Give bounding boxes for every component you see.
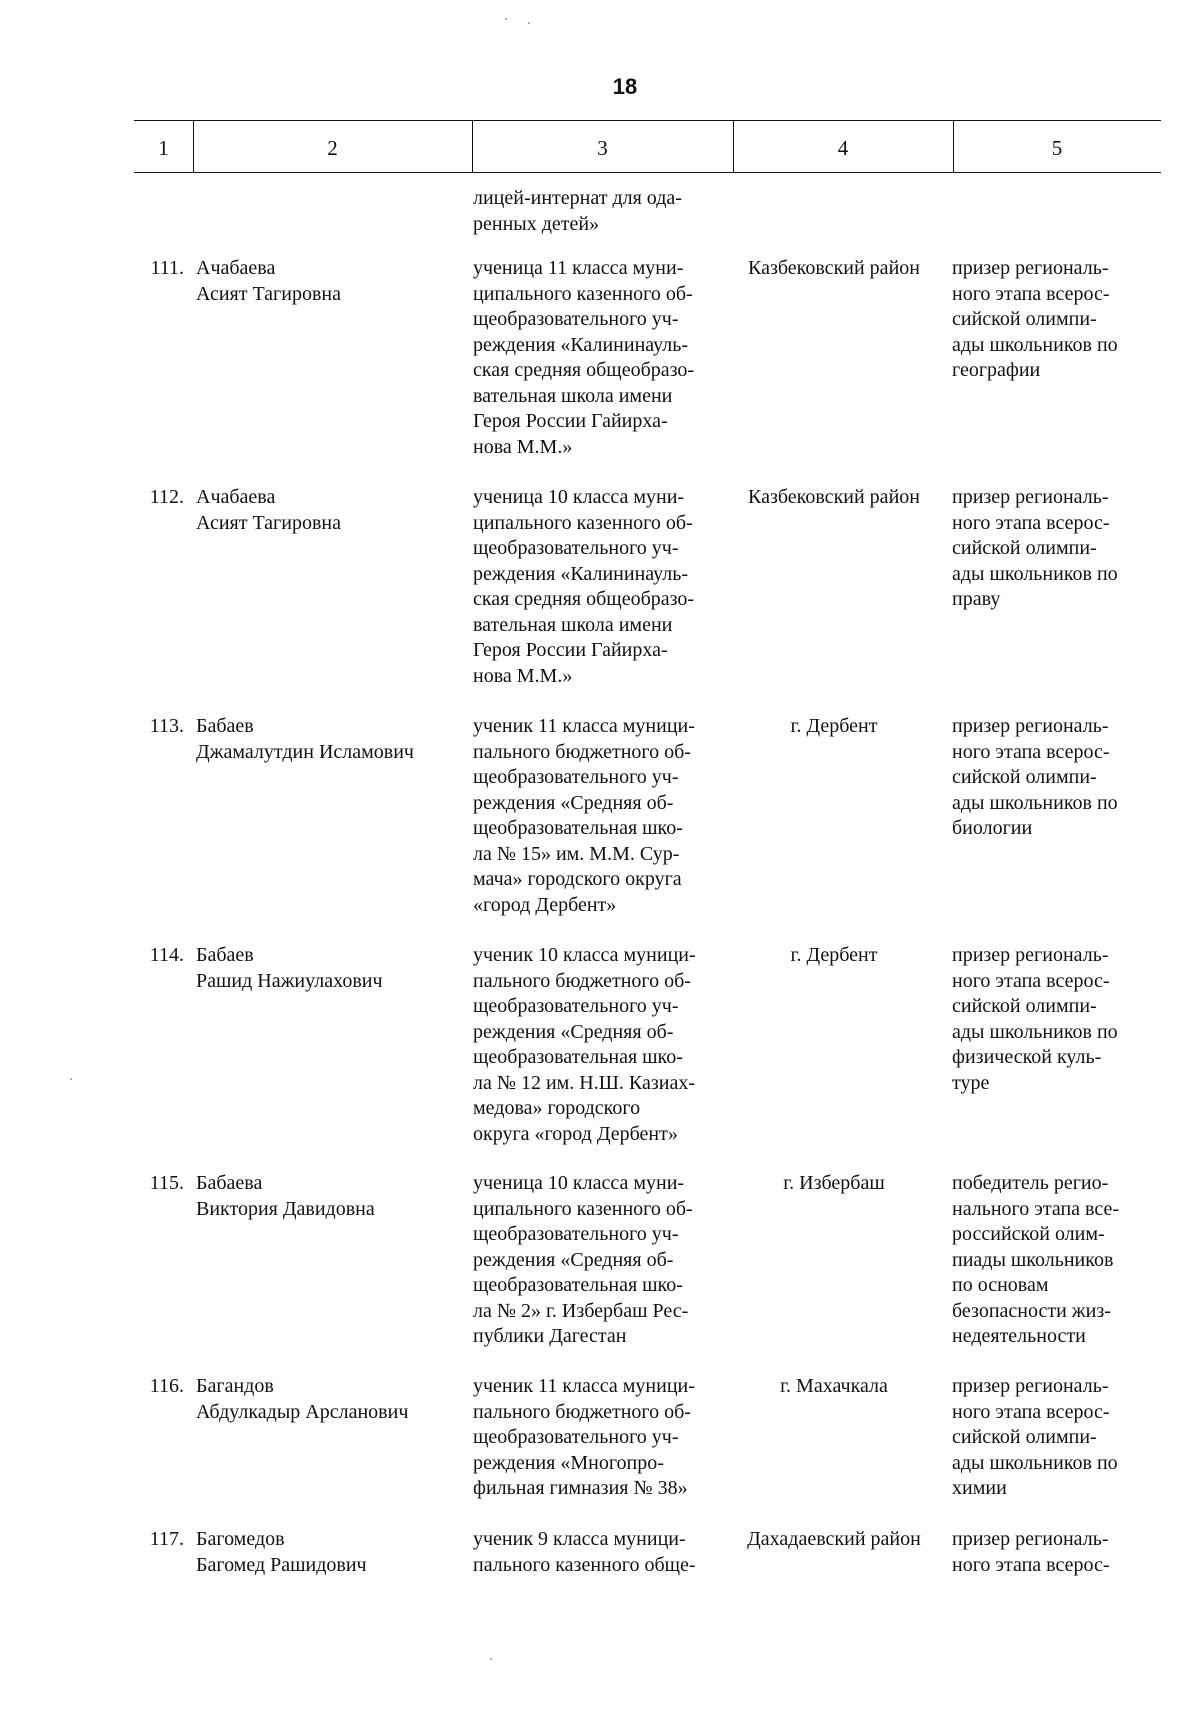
person-name xyxy=(196,1171,456,1222)
locality: г. Махачкала xyxy=(780,1375,888,1397)
continuation-institution: лицей-интернат для ода- ренных детей» xyxy=(473,187,682,235)
scan-speck xyxy=(70,1078,72,1080)
header-col-5: 5 xyxy=(1051,136,1063,160)
person-name xyxy=(196,1527,456,1578)
given-names: Асият Тагировна xyxy=(196,282,341,305)
given-names: Рашид Нажиулахович xyxy=(196,969,383,992)
scan-speck xyxy=(528,22,530,24)
award-status: призер региональ- ного этапа всерос- xyxy=(952,1528,1110,1576)
row-number: 115. xyxy=(149,1172,184,1194)
row-number: 111. xyxy=(150,257,184,279)
institution: ученица 10 класса муни- ципального казенного об- щеобразовательного уч- реждения «Средняя об- щеобразовательная шко- ла № 2» г. Избербаш Рес- публики Дагестан xyxy=(473,1172,693,1347)
given-names: Виктория Давидовна xyxy=(196,1197,375,1220)
institution: ученица 11 класса муни- ципального казенного об- щеобразовательного уч- реждения «Калининауль- ская средняя общеобразо- вательная школа имени Героя России Гайирха- нова М.М.» xyxy=(473,257,695,458)
given-names: Джамалутдин Исламович xyxy=(196,740,414,763)
header-col-4: 4 xyxy=(837,136,849,160)
header-col-1: 1 xyxy=(158,136,169,160)
scan-speck xyxy=(505,18,507,20)
institution: ученик 11 класса муници- пального бюджетного об- щеобразовательного уч- реждения «Многопро- фильная гимназия № 38» xyxy=(473,1375,695,1499)
surname: Бабаев xyxy=(196,944,254,966)
award-status: призер региональ- ного этапа всерос- сийской олимпи- ады школьников по биологии xyxy=(952,715,1118,839)
header-col-3: 3 xyxy=(597,136,608,160)
locality: Казбековский район xyxy=(748,486,920,508)
header-bottom-rule xyxy=(134,172,1161,173)
award-status: призер региональ- ного этапа всерос- сийской олимпи- ады школьников по химии xyxy=(952,1375,1118,1499)
surname: Багомедов xyxy=(196,1528,285,1550)
locality: Казбековский район xyxy=(748,257,920,279)
locality: г. Дербент xyxy=(790,944,878,966)
row-number: 116. xyxy=(149,1375,184,1397)
person-name xyxy=(196,256,456,307)
award-status: призер региональ- ного этапа всерос- сийской олимпи- ады школьников по географии xyxy=(952,257,1118,381)
given-names: Асият Тагировна xyxy=(196,511,341,534)
scan-speck xyxy=(490,1658,492,1660)
locality: г. Дербент xyxy=(790,715,878,737)
surname: Ачабаева xyxy=(196,486,276,508)
person-name xyxy=(196,1374,456,1425)
surname: Бабаев xyxy=(196,715,254,737)
surname: Багандов xyxy=(196,1375,274,1397)
surname: Ачабаева xyxy=(196,257,276,279)
locality: Дахадаевский район xyxy=(747,1528,921,1550)
locality: г. Избербаш xyxy=(783,1172,885,1194)
award-status: призер региональ- ного этапа всерос- сийской олимпи- ады школьников по праву xyxy=(952,486,1118,610)
institution: ученик 10 класса муници- пального бюджетного об- щеобразовательного уч- реждения «Средняя об- щеобразовательная шко- ла № 12 им. Н.Ш. Казиах- медова» городского округа «город Дербент» xyxy=(473,944,696,1145)
given-names: Абдулкадыр Арсланович xyxy=(196,1400,409,1423)
award-status: победитель регио- нального этапа все- российской олим- пиады школьников по основам безопасности жиз- недеятельности xyxy=(952,1172,1120,1347)
row-number: 113. xyxy=(149,715,184,737)
surname: Бабаева xyxy=(196,1172,263,1194)
institution: ученик 9 класса муници- пального казенного обще- xyxy=(473,1528,696,1576)
header-top-rule xyxy=(134,120,1161,121)
header-col-2: 2 xyxy=(327,136,338,160)
given-names: Багомед Рашидович xyxy=(196,1553,367,1576)
person-name xyxy=(196,714,456,765)
row-number: 117. xyxy=(149,1528,184,1550)
institution: ученица 10 класса муни- ципального казенного об- щеобразовательного уч- реждения «Калининауль- ская средняя общеобразо- вательная школа имени Героя России Гайирха- нова М.М.» xyxy=(473,486,695,687)
person-name xyxy=(196,485,456,536)
page-number: 18 xyxy=(612,74,638,99)
award-status: призер региональ- ного этапа всерос- сийской олимпи- ады школьников по физической куль- туре xyxy=(952,944,1118,1094)
institution: ученик 11 класса муници- пального бюджетного об- щеобразовательного уч- реждения «Средняя об- щеобразовательная шко- ла № 15» им. М.М. Сур- мача» городского округа «город Дербент» xyxy=(473,715,695,916)
row-number: 112. xyxy=(149,486,184,508)
person-name xyxy=(196,943,456,994)
row-number: 114. xyxy=(149,944,184,966)
